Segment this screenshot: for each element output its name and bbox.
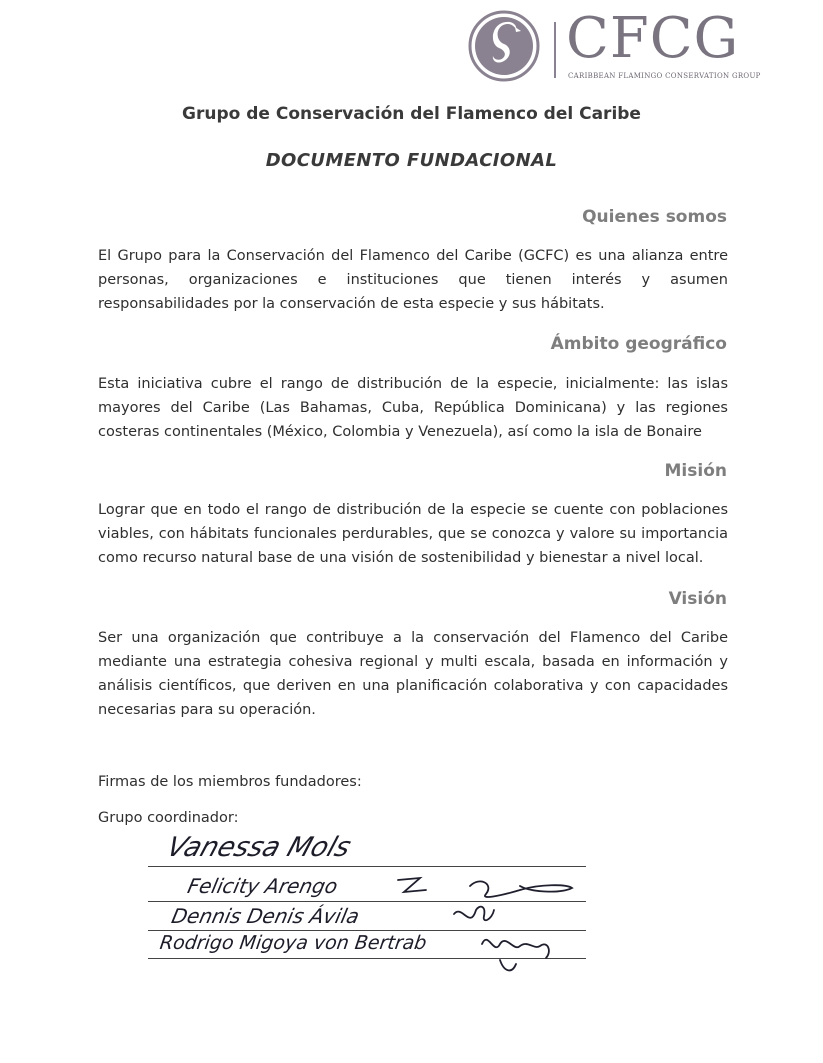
signature-name-1: Vanessa Mols [162,832,355,863]
signature-name-4: Rodrigo Migoya von Bertrab [158,932,428,954]
section-text-mision: Lograr que en todo el rango de distribución de la especie se cuente con poblaciones viables, con hábitats funcionales perdurables, que se conozca y valore su importancia como recurso natural base de una visión de sostenibilidad y bienestar a nivel local. [98,502,728,566]
section-text-vision: Ser una organización que contribuye a la conservación del Flamenco del Caribe mediante una estrategia cohesiva regional y multi escala, basada en información y análisis científicos, que deriven en una planificación colaborativa y con capacidades necesarias para su operación. [98,630,728,718]
section-text-ambito-geografico: Esta iniciativa cubre el rango de distribución de la especie, inicialmente: las islas mayores del Caribe (Las Bahamas, Cuba, República Dominicana) y las regiones costeras continentales (México, Colombia y Venezuela), así como la isla de Bonaire [98,376,728,440]
document-subtitle: DOCUMENTO FUNDACIONAL [265,150,558,171]
section-heading-mision: Misión [664,461,727,481]
logo-subtitle: CARIBBEAN FLAMINGO CONSERVATION GROUP [568,72,761,80]
section-heading-quienes-somos: Quienes somos [582,207,727,227]
signatures-intro: Firmas de los miembros fundadores: [98,774,362,790]
section-heading-vision: Visión [668,589,727,609]
section-text-quienes-somos: El Grupo para la Conservación del Flamenco del Caribe (GCFC) es una alianza entre personas, organizaciones e instituciones que tienen interés y asumen responsabilidades por la conservación de esta especie y sus hábitats. [98,248,728,312]
document-title: Grupo de Conservación del Flamenco del Caribe [182,104,641,124]
signature-name-2: Felicity Arengo [185,874,340,898]
coordinating-group-label: Grupo coordinador: [98,810,239,826]
logo-wordmark: CFCG [566,6,740,71]
section-heading-ambito-geografico: Ámbito geográfico [550,334,727,354]
signature-name-3: Dennis Denis Ávila [169,904,362,928]
